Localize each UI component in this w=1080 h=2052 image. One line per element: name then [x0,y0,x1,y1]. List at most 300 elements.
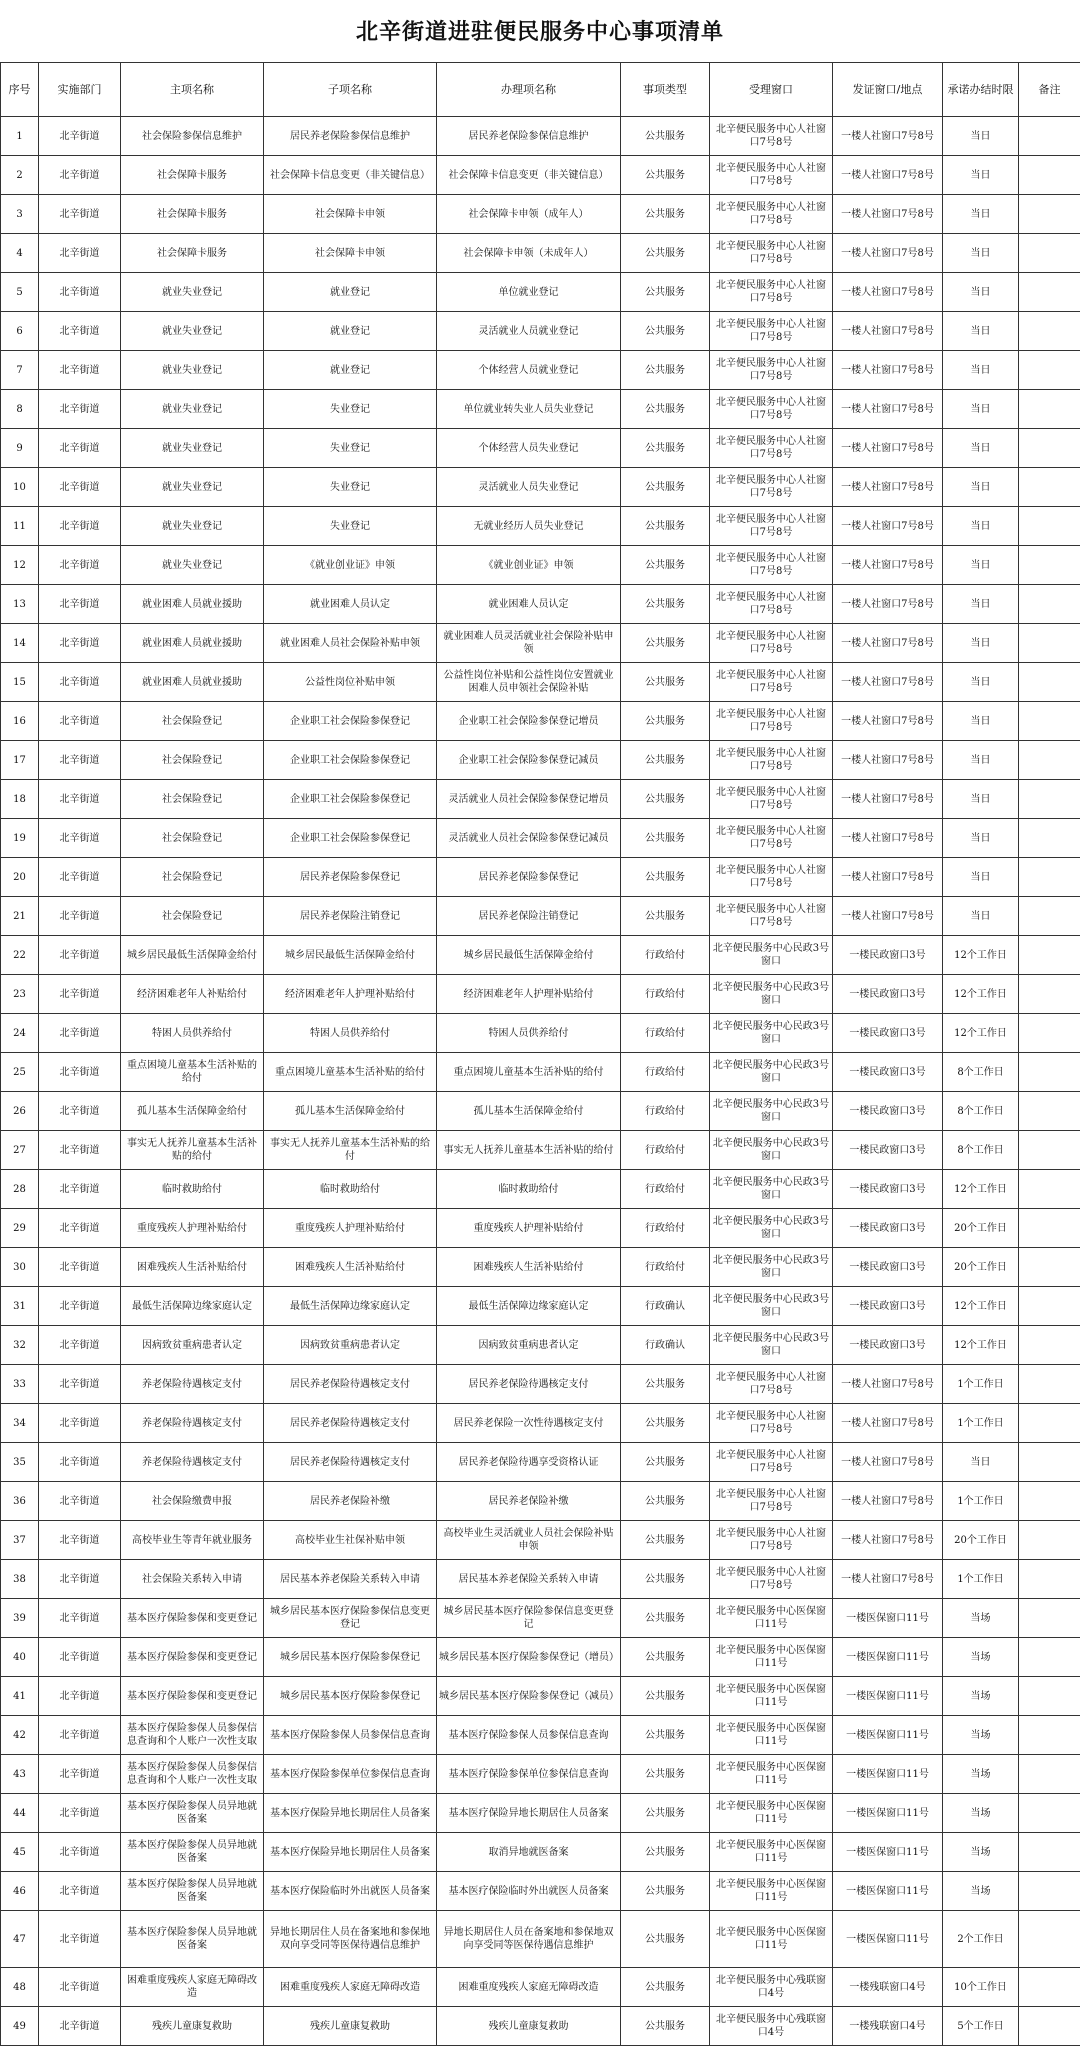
cell-issue-window: 一楼人社窗口7号8号 [833,897,943,936]
cell-main-item: 就业失业登记 [121,546,264,585]
cell-item-type: 公共服务 [621,585,710,624]
cell-department: 北辛街道 [39,1248,121,1287]
cell-sub-item: 就业登记 [264,273,437,312]
cell-remark [1019,1404,1080,1443]
column-header: 主项名称 [121,63,264,117]
cell-index: 7 [1,351,39,390]
cell-handling-item: 企业职工社会保险参保登记增员 [437,702,621,741]
cell-index: 1 [1,117,39,156]
cell-index: 30 [1,1248,39,1287]
cell-main-item: 高校毕业生等青年就业服务 [121,1521,264,1560]
cell-accept-window: 北辛便民服务中心民政3号窗口 [710,1131,833,1170]
cell-main-item: 城乡居民最低生活保障金给付 [121,936,264,975]
cell-index: 17 [1,741,39,780]
cell-remark [1019,1365,1080,1404]
cell-accept-window: 北辛便民服务中心医保窗口11号 [710,1794,833,1833]
cell-accept-window: 北辛便民服务中心医保窗口11号 [710,1833,833,1872]
cell-main-item: 社会保障卡服务 [121,156,264,195]
cell-issue-window: 一楼民政窗口3号 [833,1053,943,1092]
cell-index: 16 [1,702,39,741]
cell-issue-window: 一楼人社窗口7号8号 [833,624,943,663]
cell-department: 北辛街道 [39,1131,121,1170]
cell-main-item: 残疾儿童康复救助 [121,2007,264,2046]
table-row [1,2007,1080,2046]
cell-main-item: 社会保险登记 [121,780,264,819]
cell-accept-window: 北辛便民服务中心医保窗口11号 [710,1911,833,1968]
cell-accept-window: 北辛便民服务中心人社窗口7号8号 [710,468,833,507]
cell-handling-item: 居民养老保险参保信息维护 [437,117,621,156]
cell-department: 北辛街道 [39,507,121,546]
cell-sub-item: 困难残疾人生活补贴给付 [264,1248,437,1287]
cell-accept-window: 北辛便民服务中心医保窗口11号 [710,1599,833,1638]
cell-issue-window: 一楼人社窗口7号8号 [833,1404,943,1443]
cell-accept-window: 北辛便民服务中心人社窗口7号8号 [710,585,833,624]
cell-department: 北辛街道 [39,897,121,936]
table-row [1,1911,1080,1968]
cell-accept-window: 北辛便民服务中心人社窗口7号8号 [710,1365,833,1404]
cell-time-limit: 20个工作日 [943,1248,1019,1287]
cell-item-type: 行政给付 [621,1092,710,1131]
cell-accept-window: 北辛便民服务中心人社窗口7号8号 [710,390,833,429]
cell-index: 20 [1,858,39,897]
cell-remark [1019,1170,1080,1209]
cell-index: 49 [1,2007,39,2046]
cell-main-item: 就业失业登记 [121,351,264,390]
cell-time-limit: 当日 [943,546,1019,585]
cell-sub-item: 居民养老保险补缴 [264,1482,437,1521]
cell-index: 21 [1,897,39,936]
cell-issue-window: 一楼人社窗口7号8号 [833,858,943,897]
cell-accept-window: 北辛便民服务中心民政3号窗口 [710,975,833,1014]
cell-handling-item: 居民养老保险补缴 [437,1482,621,1521]
cell-item-type: 公共服务 [621,1872,710,1911]
table-row [1,702,1080,741]
cell-sub-item: 事实无人抚养儿童基本生活补贴的给付 [264,1131,437,1170]
table-row [1,1599,1080,1638]
cell-main-item: 就业失业登记 [121,468,264,507]
cell-time-limit: 当日 [943,390,1019,429]
cell-item-type: 行政给付 [621,1053,710,1092]
cell-handling-item: 个体经营人员就业登记 [437,351,621,390]
cell-index: 39 [1,1599,39,1638]
cell-item-type: 行政给付 [621,1248,710,1287]
cell-issue-window: 一楼人社窗口7号8号 [833,663,943,702]
cell-item-type: 行政给付 [621,1131,710,1170]
table-row [1,1677,1080,1716]
cell-issue-window: 一楼人社窗口7号8号 [833,351,943,390]
cell-sub-item: 就业困难人员认定 [264,585,437,624]
cell-main-item: 基本医疗保险参保人员异地就医备案 [121,1833,264,1872]
cell-department: 北辛街道 [39,1326,121,1365]
table-row [1,1716,1080,1755]
cell-accept-window: 北辛便民服务中心人社窗口7号8号 [710,1443,833,1482]
table-row [1,468,1080,507]
cell-remark [1019,1872,1080,1911]
cell-handling-item: 无就业经历人员失业登记 [437,507,621,546]
cell-item-type: 公共服务 [621,351,710,390]
cell-sub-item: 城乡居民基本医疗保险参保登记 [264,1638,437,1677]
cell-remark [1019,1482,1080,1521]
cell-index: 47 [1,1911,39,1968]
cell-issue-window: 一楼民政窗口3号 [833,1014,943,1053]
cell-remark [1019,663,1080,702]
cell-handling-item: 基本医疗保险参保单位参保信息查询 [437,1755,621,1794]
cell-accept-window: 北辛便民服务中心人社窗口7号8号 [710,429,833,468]
cell-main-item: 社会保险登记 [121,897,264,936]
table-row [1,1209,1080,1248]
cell-main-item: 社会保障卡服务 [121,195,264,234]
cell-department: 北辛街道 [39,1716,121,1755]
table-row [1,312,1080,351]
cell-remark [1019,1092,1080,1131]
cell-remark [1019,1287,1080,1326]
table-row [1,156,1080,195]
cell-index: 29 [1,1209,39,1248]
cell-item-type: 公共服务 [621,1968,710,2007]
cell-accept-window: 北辛便民服务中心人社窗口7号8号 [710,546,833,585]
cell-item-type: 公共服务 [621,1404,710,1443]
cell-accept-window: 北辛便民服务中心民政3号窗口 [710,1053,833,1092]
cell-index: 43 [1,1755,39,1794]
cell-issue-window: 一楼人社窗口7号8号 [833,1560,943,1599]
table-row [1,1092,1080,1131]
cell-sub-item: 失业登记 [264,468,437,507]
cell-remark [1019,975,1080,1014]
page-title: 北辛街道进驻便民服务中心事项清单 [355,20,724,45]
cell-accept-window: 北辛便民服务中心人社窗口7号8号 [710,663,833,702]
cell-issue-window: 一楼人社窗口7号8号 [833,1482,943,1521]
cell-time-limit: 当场 [943,1638,1019,1677]
table-row [1,1326,1080,1365]
cell-main-item: 因病致贫重病患者认定 [121,1326,264,1365]
cell-issue-window: 一楼人社窗口7号8号 [833,195,943,234]
cell-handling-item: 取消异地就医备案 [437,1833,621,1872]
cell-remark [1019,624,1080,663]
cell-item-type: 行政给付 [621,1170,710,1209]
cell-item-type: 行政确认 [621,1326,710,1365]
cell-handling-item: 居民基本养老保险关系转入申请 [437,1560,621,1599]
cell-main-item: 社会保险登记 [121,702,264,741]
cell-accept-window: 北辛便民服务中心民政3号窗口 [710,1248,833,1287]
cell-main-item: 临时救助给付 [121,1170,264,1209]
cell-accept-window: 北辛便民服务中心民政3号窗口 [710,1170,833,1209]
cell-item-type: 公共服务 [621,1677,710,1716]
cell-remark [1019,858,1080,897]
cell-issue-window: 一楼医保窗口11号 [833,1794,943,1833]
cell-accept-window: 北辛便民服务中心人社窗口7号8号 [710,1404,833,1443]
cell-handling-item: 特困人员供养给付 [437,1014,621,1053]
cell-accept-window: 北辛便民服务中心医保窗口11号 [710,1677,833,1716]
cell-index: 5 [1,273,39,312]
cell-index: 8 [1,390,39,429]
cell-issue-window: 一楼人社窗口7号8号 [833,1521,943,1560]
cell-department: 北辛街道 [39,585,121,624]
cell-accept-window: 北辛便民服务中心医保窗口11号 [710,1872,833,1911]
cell-time-limit: 当日 [943,702,1019,741]
cell-index: 6 [1,312,39,351]
cell-time-limit: 当场 [943,1833,1019,1872]
cell-accept-window: 北辛便民服务中心人社窗口7号8号 [710,858,833,897]
cell-remark [1019,1677,1080,1716]
table-row [1,624,1080,663]
cell-main-item: 社会保险登记 [121,741,264,780]
cell-department: 北辛街道 [39,1638,121,1677]
cell-main-item: 社会保险缴费申报 [121,1482,264,1521]
cell-time-limit: 5个工作日 [943,2007,1019,2046]
cell-department: 北辛街道 [39,1833,121,1872]
cell-main-item: 就业困难人员就业援助 [121,585,264,624]
cell-accept-window: 北辛便民服务中心民政3号窗口 [710,1014,833,1053]
cell-accept-window: 北辛便民服务中心民政3号窗口 [710,936,833,975]
cell-time-limit: 12个工作日 [943,1326,1019,1365]
cell-sub-item: 企业职工社会保险参保登记 [264,741,437,780]
cell-handling-item: 高校毕业生灵活就业人员社会保险补贴申领 [437,1521,621,1560]
cell-handling-item: 居民养老保险注销登记 [437,897,621,936]
cell-handling-item: 基本医疗保险参保人员参保信息查询 [437,1716,621,1755]
cell-issue-window: 一楼民政窗口3号 [833,936,943,975]
cell-item-type: 公共服务 [621,1521,710,1560]
cell-item-type: 行政给付 [621,1209,710,1248]
cell-department: 北辛街道 [39,1443,121,1482]
cell-accept-window: 北辛便民服务中心人社窗口7号8号 [710,1560,833,1599]
cell-sub-item: 社会保障卡申领 [264,195,437,234]
cell-issue-window: 一楼人社窗口7号8号 [833,312,943,351]
cell-main-item: 重度残疾人护理补贴给付 [121,1209,264,1248]
cell-accept-window: 北辛便民服务中心人社窗口7号8号 [710,819,833,858]
cell-index: 12 [1,546,39,585]
cell-item-type: 公共服务 [621,195,710,234]
cell-main-item: 养老保险待遇核定支付 [121,1365,264,1404]
cell-main-item: 经济困难老年人补贴给付 [121,975,264,1014]
cell-remark [1019,1968,1080,2007]
cell-department: 北辛街道 [39,273,121,312]
cell-sub-item: 基本医疗保险异地长期居住人员备案 [264,1794,437,1833]
cell-handling-item: 城乡居民基本医疗保险参保登记（增员） [437,1638,621,1677]
table-row [1,273,1080,312]
cell-department: 北辛街道 [39,936,121,975]
cell-item-type: 公共服务 [621,468,710,507]
cell-time-limit: 当日 [943,234,1019,273]
cell-item-type: 公共服务 [621,156,710,195]
cell-handling-item: 灵活就业人员社会保险参保登记减员 [437,819,621,858]
cell-handling-item: 异地长期居住人员在备案地和参保地双向享受同等医保待遇信息维护 [437,1911,621,1968]
cell-sub-item: 居民养老保险待遇核定支付 [264,1443,437,1482]
table-row [1,429,1080,468]
cell-time-limit: 当日 [943,1443,1019,1482]
cell-sub-item: 最低生活保障边缘家庭认定 [264,1287,437,1326]
cell-item-type: 公共服务 [621,1443,710,1482]
cell-sub-item: 临时救助给付 [264,1170,437,1209]
cell-handling-item: 经济困难老年人护理补贴给付 [437,975,621,1014]
cell-main-item: 就业失业登记 [121,429,264,468]
table-row [1,975,1080,1014]
cell-issue-window: 一楼残联窗口4号 [833,1968,943,2007]
cell-issue-window: 一楼人社窗口7号8号 [833,390,943,429]
cell-time-limit: 8个工作日 [943,1092,1019,1131]
table-row [1,1365,1080,1404]
cell-time-limit: 当场 [943,1599,1019,1638]
column-header: 备注 [1019,63,1080,117]
cell-sub-item: 高校毕业生社保补贴申领 [264,1521,437,1560]
cell-time-limit: 2个工作日 [943,1911,1019,1968]
cell-sub-item: 失业登记 [264,429,437,468]
cell-issue-window: 一楼人社窗口7号8号 [833,780,943,819]
cell-sub-item: 经济困难老年人护理补贴给付 [264,975,437,1014]
cell-handling-item: 事实无人抚养儿童基本生活补贴的给付 [437,1131,621,1170]
table-row [1,1638,1080,1677]
cell-department: 北辛街道 [39,975,121,1014]
cell-main-item: 就业失业登记 [121,390,264,429]
cell-department: 北辛街道 [39,546,121,585]
cell-accept-window: 北辛便民服务中心人社窗口7号8号 [710,702,833,741]
cell-item-type: 公共服务 [621,1482,710,1521]
table-row [1,585,1080,624]
cell-handling-item: 社会保障卡申领（未成年人） [437,234,621,273]
cell-issue-window: 一楼人社窗口7号8号 [833,234,943,273]
cell-department: 北辛街道 [39,351,121,390]
table-row [1,1053,1080,1092]
table-row [1,390,1080,429]
cell-department: 北辛街道 [39,1365,121,1404]
cell-index: 40 [1,1638,39,1677]
cell-issue-window: 一楼民政窗口3号 [833,1092,943,1131]
table-row [1,195,1080,234]
cell-index: 15 [1,663,39,702]
cell-remark [1019,1053,1080,1092]
cell-department: 北辛街道 [39,312,121,351]
cell-sub-item: 居民养老保险注销登记 [264,897,437,936]
cell-time-limit: 当日 [943,429,1019,468]
cell-handling-item: 居民养老保险参保登记 [437,858,621,897]
cell-time-limit: 当场 [943,1872,1019,1911]
cell-index: 28 [1,1170,39,1209]
cell-sub-item: 基本医疗保险异地长期居住人员备案 [264,1833,437,1872]
service-items-table [0,62,1080,2046]
cell-department: 北辛街道 [39,429,121,468]
cell-handling-item: 个体经营人员失业登记 [437,429,621,468]
cell-time-limit: 当日 [943,195,1019,234]
cell-handling-item: 城乡居民最低生活保障金给付 [437,936,621,975]
cell-remark [1019,1638,1080,1677]
cell-handling-item: 基本医疗保险异地长期居住人员备案 [437,1794,621,1833]
column-header: 发证窗口/地点 [833,63,943,117]
cell-index: 44 [1,1794,39,1833]
cell-issue-window: 一楼民政窗口3号 [833,1170,943,1209]
table-row [1,897,1080,936]
cell-item-type: 公共服务 [621,1365,710,1404]
cell-main-item: 社会保险登记 [121,858,264,897]
cell-handling-item: 灵活就业人员就业登记 [437,312,621,351]
cell-issue-window: 一楼民政窗口3号 [833,1131,943,1170]
cell-handling-item: 孤儿基本生活保障金给付 [437,1092,621,1131]
cell-remark [1019,1755,1080,1794]
cell-sub-item: 居民养老保险待遇核定支付 [264,1404,437,1443]
cell-sub-item: 居民养老保险待遇核定支付 [264,1365,437,1404]
cell-remark [1019,351,1080,390]
cell-main-item: 事实无人抚养儿童基本生活补贴的给付 [121,1131,264,1170]
cell-handling-item: 居民养老保险待遇享受资格认证 [437,1443,621,1482]
table-row [1,741,1080,780]
cell-remark [1019,2007,1080,2046]
cell-handling-item: 社会保障卡申领（成年人） [437,195,621,234]
cell-issue-window: 一楼人社窗口7号8号 [833,429,943,468]
cell-accept-window: 北辛便民服务中心人社窗口7号8号 [710,273,833,312]
cell-issue-window: 一楼人社窗口7号8号 [833,1365,943,1404]
cell-issue-window: 一楼人社窗口7号8号 [833,741,943,780]
cell-issue-window: 一楼残联窗口4号 [833,2007,943,2046]
cell-sub-item: 居民养老保险参保登记 [264,858,437,897]
cell-index: 19 [1,819,39,858]
table-row [1,507,1080,546]
cell-issue-window: 一楼人社窗口7号8号 [833,117,943,156]
cell-sub-item: 社会保障卡信息变更（非关键信息） [264,156,437,195]
cell-remark [1019,1443,1080,1482]
cell-index: 26 [1,1092,39,1131]
cell-main-item: 社会保险关系转入申请 [121,1560,264,1599]
cell-index: 23 [1,975,39,1014]
cell-remark [1019,273,1080,312]
cell-department: 北辛街道 [39,624,121,663]
cell-sub-item: 重点困境儿童基本生活补贴的给付 [264,1053,437,1092]
column-header: 序号 [1,63,39,117]
cell-item-type: 公共服务 [621,429,710,468]
cell-index: 45 [1,1833,39,1872]
cell-sub-item: 企业职工社会保险参保登记 [264,702,437,741]
cell-department: 北辛街道 [39,1170,121,1209]
cell-main-item: 养老保险待遇核定支付 [121,1443,264,1482]
cell-index: 36 [1,1482,39,1521]
cell-handling-item: 城乡居民基本医疗保险参保登记（减员） [437,1677,621,1716]
cell-main-item: 基本医疗保险参保人员参保信息查询和个人账户一次性支取 [121,1716,264,1755]
cell-time-limit: 当日 [943,624,1019,663]
cell-main-item: 基本医疗保险参保和变更登记 [121,1677,264,1716]
cell-issue-window: 一楼人社窗口7号8号 [833,468,943,507]
cell-index: 38 [1,1560,39,1599]
column-header: 实施部门 [39,63,121,117]
cell-issue-window: 一楼医保窗口11号 [833,1638,943,1677]
cell-remark [1019,156,1080,195]
cell-issue-window: 一楼民政窗口3号 [833,1326,943,1365]
cell-remark [1019,1014,1080,1053]
cell-remark [1019,819,1080,858]
cell-handling-item: 临时救助给付 [437,1170,621,1209]
cell-time-limit: 12个工作日 [943,936,1019,975]
cell-handling-item: 就业困难人员认定 [437,585,621,624]
column-header: 承诺办结时限 [943,63,1019,117]
cell-sub-item: 困难重度残疾人家庭无障碍改造 [264,1968,437,2007]
cell-index: 25 [1,1053,39,1092]
cell-index: 9 [1,429,39,468]
cell-time-limit: 当场 [943,1677,1019,1716]
cell-department: 北辛街道 [39,819,121,858]
cell-issue-window: 一楼民政窗口3号 [833,1248,943,1287]
cell-index: 22 [1,936,39,975]
cell-sub-item: 孤儿基本生活保障金给付 [264,1092,437,1131]
cell-department: 北辛街道 [39,1092,121,1131]
cell-sub-item: 城乡居民基本医疗保险参保登记 [264,1677,437,1716]
cell-item-type: 公共服务 [621,741,710,780]
cell-handling-item: 基本医疗保险临时外出就医人员备案 [437,1872,621,1911]
cell-handling-item: 重点困境儿童基本生活补贴的给付 [437,1053,621,1092]
cell-main-item: 孤儿基本生活保障金给付 [121,1092,264,1131]
cell-remark [1019,1599,1080,1638]
header-row [1,63,1080,117]
table-row [1,234,1080,273]
table-row [1,780,1080,819]
cell-accept-window: 北辛便民服务中心人社窗口7号8号 [710,507,833,546]
cell-main-item: 基本医疗保险参保和变更登记 [121,1638,264,1677]
cell-accept-window: 北辛便民服务中心医保窗口11号 [710,1716,833,1755]
